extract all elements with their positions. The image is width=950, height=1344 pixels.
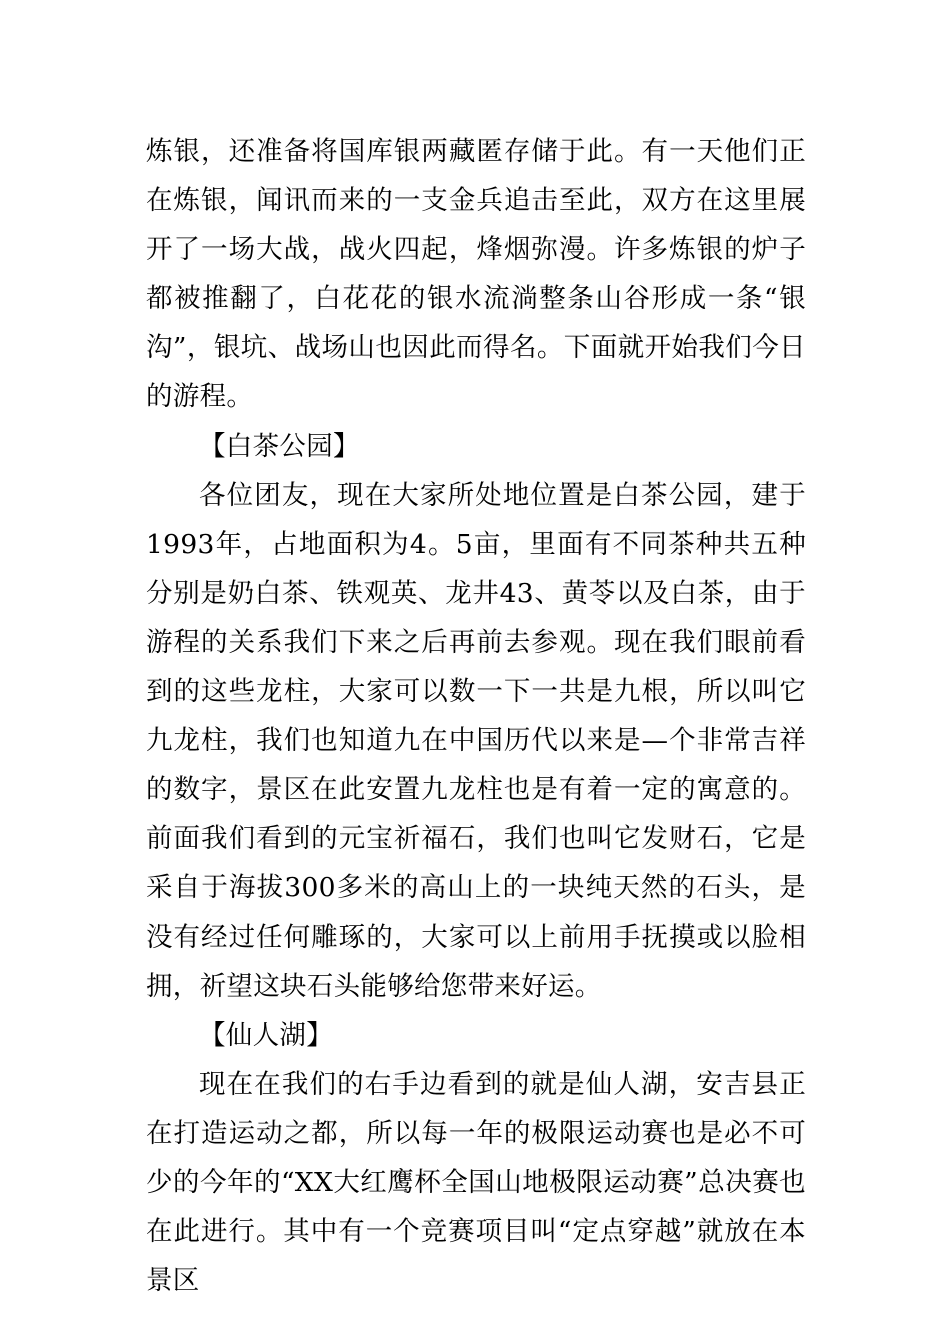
intro-paragraph: 炼银，还准备将国库银两藏匿存储于此。有一天他们正在炼银，闻讯而来的一支金兵追击至此，双方在这里展开了一场大战，战火四起，烽烟弥漫。许多炼银的炉子都被推翻了，白花花的银水流淌整条山谷形成一条“银沟”，银坑、战场山也因此而得名。下面就开始我们今日的游程。 bbox=[146, 136, 806, 413]
baicha-park-paragraph: 各位团友，现在大家所处地位置是白茶公园，建于1993年，占地面积为4。5亩，里面有不同茶种共五种分别是奶白茶、铁观英、龙井43、黄苓以及白茶，由于游程的关系我们下来之后再前去参观。现在我们眼前看到的这些龙柱，大家可以数一下一共是九根，所以叫它九龙柱，我们也知道九在中国历代以来是—个非常吉祥的数字，景区在此安置九龙柱也是有着一定的寓意的。前面我们看到的元宝祈福石，我们也叫它发财石，它是采自于海拔300多米的高山上的一块纯天然的石头，是没有经过任何雕琢的，大家可以上前用手抚摸或以脸相拥，祈望这块石头能够给您带来好运。 bbox=[146, 479, 806, 1002]
xianren-lake-paragraph: 现在在我们的右手边看到的就是仙人湖，安吉县正在打造运动之都，所以每一年的极限运动赛也是必不可少的今年的“XX大红鹰杯全国山地极限运动赛”总决赛也在此进行。其中有一个竞赛项目叫“定点穿越”就放在本景区 bbox=[146, 1068, 806, 1297]
document-body bbox=[146, 127, 806, 1305]
section-heading-baicha-park: 【白茶公园】 bbox=[199, 430, 360, 462]
section-heading-xianren-lake: 【仙人湖】 bbox=[199, 1019, 333, 1051]
